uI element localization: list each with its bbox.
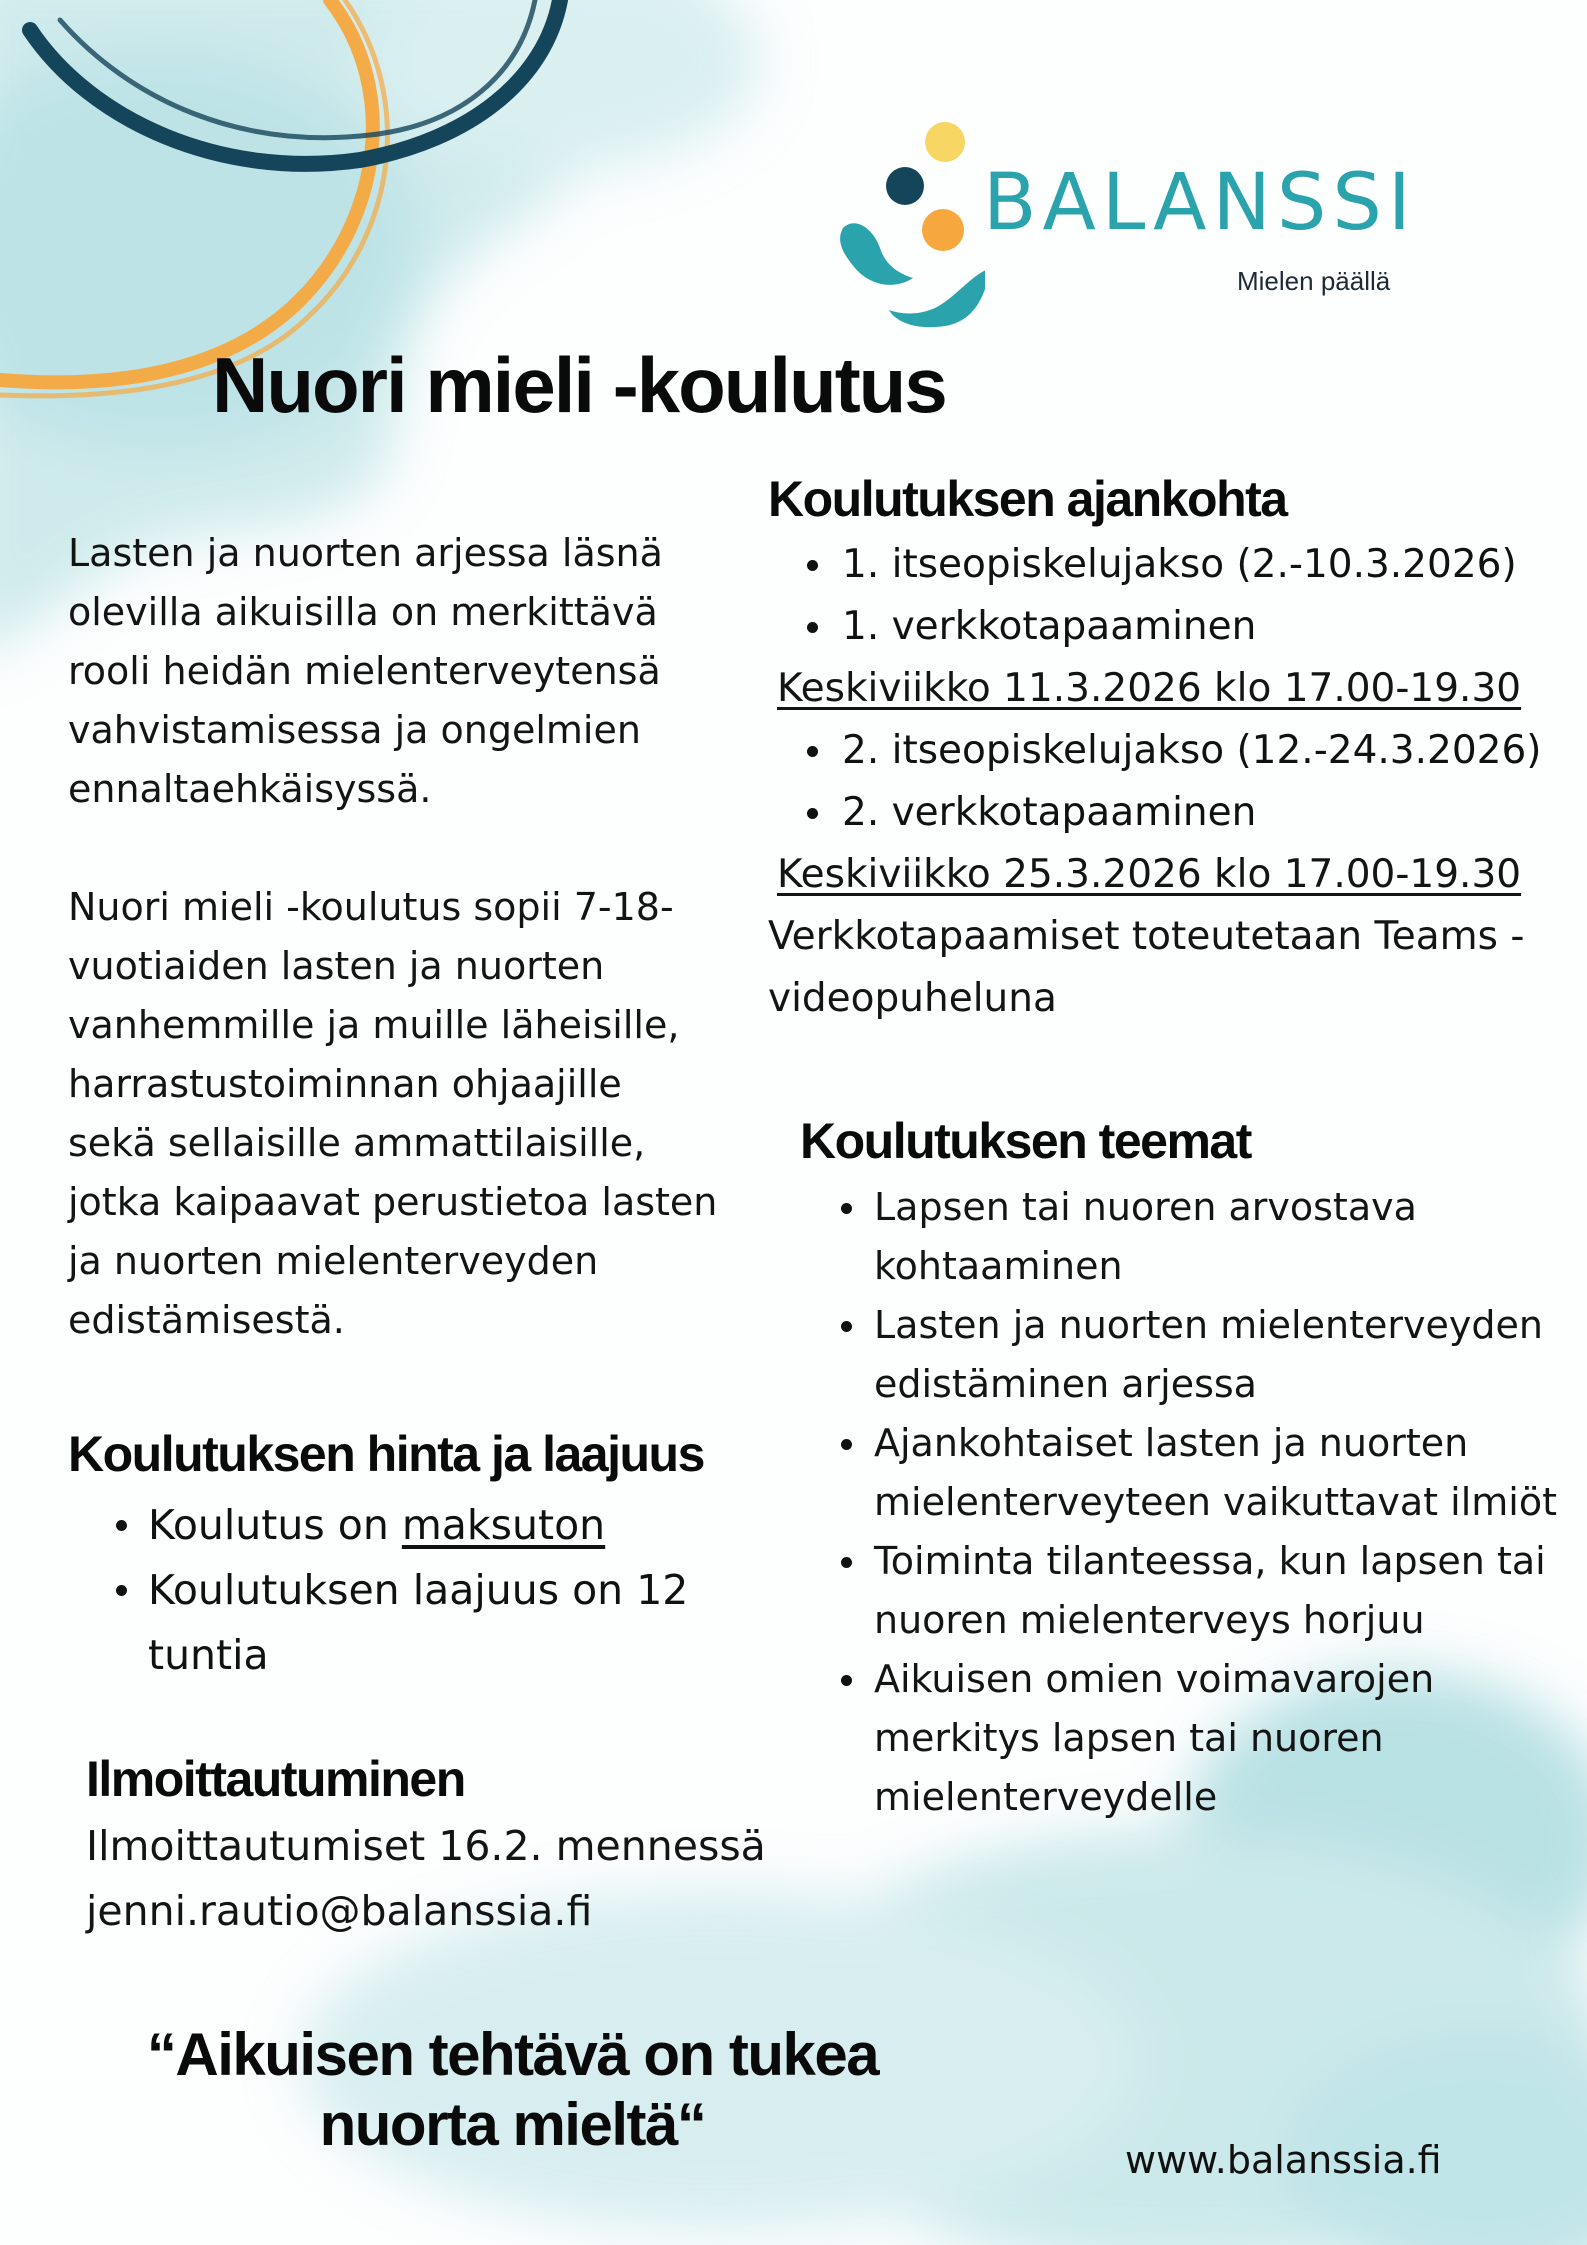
- quote-line-2: nuorta mieltä“: [319, 2091, 706, 2158]
- quote: [100, 2020, 925, 2160]
- website-link[interactable]: www.balanssia.fi: [1125, 2138, 1442, 2182]
- list-item: [768, 782, 1568, 844]
- bullet-icon: [841, 1203, 852, 1214]
- themes-list: [800, 1178, 1570, 1827]
- logo-wordmark: BALANSSI: [983, 158, 1417, 248]
- price-heading: Koulutuksen hinta ja laajuus: [68, 1426, 704, 1482]
- list-item: [800, 1650, 1570, 1827]
- bullet-icon: [841, 1557, 852, 1568]
- list-item: [768, 596, 1568, 658]
- price-free-emphasis: maksuton: [401, 1501, 606, 1549]
- schedule-item-1: 1. itseopiskelujakso (2.-10.3.2026): [842, 542, 1517, 587]
- schedule-section: [768, 470, 1568, 1030]
- schedule-item-2: 1. verkkotapaaminen: [842, 604, 1257, 649]
- schedule-date-1: Keskiviikko 11.3.2026 klo 17.00-19.30: [777, 666, 1522, 711]
- schedule-note: Verkkotapaamiset toteutetaan Teams -videopuheluna: [768, 914, 1525, 1021]
- quote-line-1: “Aikuisen tehtävä on tukea: [146, 2021, 879, 2088]
- price-section: [68, 1425, 768, 1688]
- list-item: [800, 1532, 1570, 1650]
- balanssi-logo: [835, 118, 1415, 333]
- registration-section: [86, 1750, 816, 1944]
- schedule-item-4: 2. verkkotapaaminen: [842, 790, 1257, 835]
- schedule-heading: Koulutuksen ajankohta: [768, 471, 1287, 527]
- schedule-date-2: Keskiviikko 25.3.2026 klo 17.00-19.30: [777, 852, 1522, 897]
- intro-section: [68, 524, 718, 1350]
- bullet-icon: [841, 1321, 852, 1332]
- list-item: [768, 720, 1568, 782]
- list-item: [68, 1558, 768, 1688]
- bullet-icon: [116, 1520, 127, 1531]
- price-free-prefix: Koulutus on: [148, 1501, 402, 1549]
- theme-text: Lapsen tai nuoren arvostava kohtaaminen: [874, 1185, 1417, 1288]
- logo-tagline: Mielen päällä: [1237, 266, 1391, 296]
- bullet-icon: [116, 1585, 127, 1596]
- bullet-icon: [807, 622, 818, 633]
- registration-deadline: Ilmoittautumiset 16.2. mennessä: [86, 1822, 766, 1870]
- list-item: [800, 1296, 1570, 1414]
- price-scope-text: Koulutuksen laajuus on 12 tuntia: [148, 1566, 689, 1679]
- theme-text: Toiminta tilanteessa, kun lapsen tai nuoren mielenterveys horjuu: [874, 1539, 1546, 1642]
- intro-paragraph-1: Lasten ja nuorten arjessa läsnä olevilla aikuisilla on merkittävä rooli heidän mielenterveytensä vahvistamisessa ja ongelmien ennaltaehkäisyssä.: [68, 531, 663, 811]
- logo-mark-icon: [835, 118, 985, 333]
- price-list: [68, 1493, 768, 1688]
- themes-section: [800, 1112, 1570, 1827]
- intro-paragraph-2: Nuori mieli -koulutus sopii 7-18-vuotiaiden lasten ja nuorten vanhemmille ja muille läheisille, harrastustoiminnan ohjaajille sekä sellaisille ammattilaisille, jotka kaipaavat perustietoa lasten ja nuorten mielenterveyden edistämisestä.: [68, 885, 718, 1342]
- bullet-icon: [841, 1675, 852, 1686]
- registration-email[interactable]: jenni.rautio@balanssia.fi: [86, 1887, 593, 1935]
- themes-heading: Koulutuksen teemat: [800, 1113, 1251, 1169]
- list-item: [768, 534, 1568, 596]
- list-item: [68, 1493, 768, 1558]
- theme-text: Ajankohtaiset lasten ja nuorten mielenterveyteen vaikuttavat ilmiöt: [874, 1421, 1557, 1524]
- list-item: [800, 1178, 1570, 1296]
- schedule-list-2: [768, 720, 1568, 844]
- theme-text: Lasten ja nuorten mielenterveyden edistäminen arjessa: [874, 1303, 1543, 1406]
- schedule-item-3: 2. itseopiskelujakso (12.-24.3.2026): [842, 728, 1542, 773]
- bullet-icon: [807, 746, 818, 757]
- page-title: Nuori mieli -koulutus: [212, 341, 946, 429]
- schedule-list-1: [768, 534, 1568, 658]
- list-item: [800, 1414, 1570, 1532]
- bullet-icon: [841, 1439, 852, 1450]
- bullet-icon: [807, 808, 818, 819]
- registration-heading: Ilmoittautuminen: [86, 1751, 465, 1807]
- bullet-icon: [807, 560, 818, 571]
- theme-text: Aikuisen omien voimavarojen merkitys lapsen tai nuoren mielenterveydelle: [874, 1657, 1435, 1819]
